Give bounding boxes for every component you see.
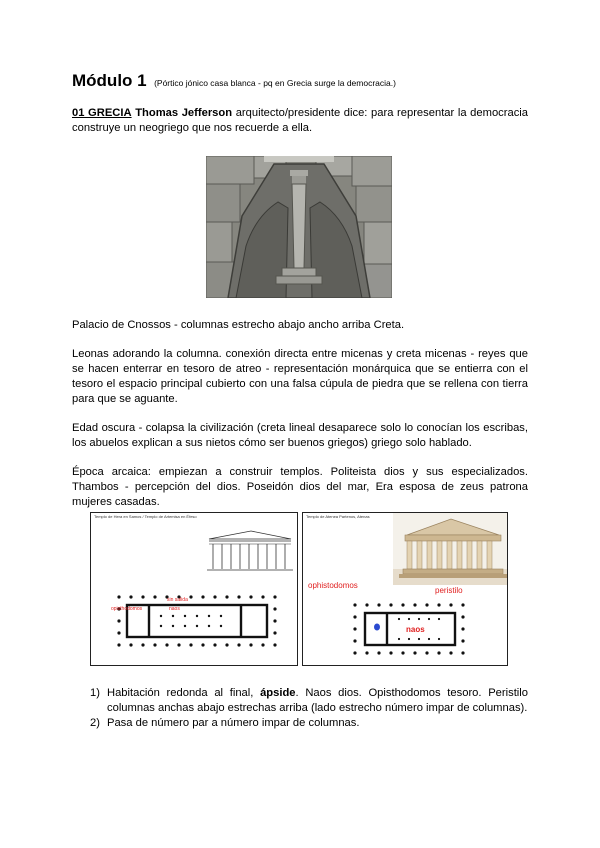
paragraph-leonas: Leonas adorando la columna. conexión directa entre micenas y creta micenas - reyes que se hacen enterrar en tesoro de atreo - representación monárquica que se entierra con el tesoro el espacio principal cubierto con una falsa cúpula de piedra que se rellena con tierra para que se aguante. [72, 348, 528, 405]
list-item-text: Pasa de número par a número impar de columnas. [107, 717, 360, 729]
list-item-text: . Naos dios. Opisthodomos tesoro. Peristilo columnas anchas abajo estrechas arriba (lado estrecho número impar de columnas). [107, 687, 528, 714]
numbered-list [72, 686, 528, 731]
person-name: Thomas Jefferson [135, 107, 233, 119]
list-item-number: 1) [90, 687, 100, 699]
list-item [72, 686, 528, 716]
paragraph-epoca-arcaica: Época arcaica: empiezan a construir templos. Politeista dios y sus especializados. Thambos - percepción del dios. Poseidón dios del mar, Era esposa de zeus patrona mujeres casadas. [72, 466, 528, 508]
section-label: 01 GRECIA [72, 107, 132, 119]
figure-left-label-sin-salida: sin salida [167, 597, 188, 603]
paragraph-cnossos: Palacio de Cnossos - columnas estrecho abajo ancho arriba Creta. [72, 319, 405, 331]
temple-plan-figure-left [90, 512, 298, 666]
figure-left-header: Templo de Hera en Samos / Templo de Artemisa en Éfeso [94, 514, 197, 519]
paragraph-edad-oscura: Edad oscura - colapsa la civilización (creta lineal desaparece solo lo conocían los escribas, los abuelos explican a sus nietos cómo ser buenos griegos) griego solo hablado. [72, 422, 528, 449]
list-item [72, 716, 528, 731]
list-item-number: 2) [90, 717, 100, 729]
figure-left-label-opisthodomos: opisthodomos [111, 606, 143, 612]
list-item-text: Habitación redonda al final, [107, 687, 261, 699]
lion-gate-image [206, 156, 392, 298]
title-main: Módulo 1 [72, 71, 147, 90]
temple-plan-figure-right [302, 512, 508, 666]
intro-text: arquitecto/presidente dice: para representar la democracia construye un neogriego que nos recuerde a ella. [72, 107, 529, 134]
page-title [72, 71, 532, 91]
list-item-bold: ápside [260, 687, 296, 699]
figure-right-header: Templo de Atenea Partenos, Atenas [306, 514, 370, 519]
lion-gate-photo [206, 156, 392, 298]
figure-right-label-ophistodomos: ophistodomos [308, 581, 358, 590]
figure-right-label-naos: naos [406, 625, 425, 634]
title-note: (Pórtico jónico casa blanca - pq en Grecia surge la democracia.) [154, 78, 396, 88]
intro-paragraph [72, 106, 528, 136]
temple-plan-left-drawing [91, 513, 297, 665]
figure-left-label-naos: naos [169, 606, 180, 612]
figure-right-label-peristilo: peristilo [435, 586, 463, 595]
